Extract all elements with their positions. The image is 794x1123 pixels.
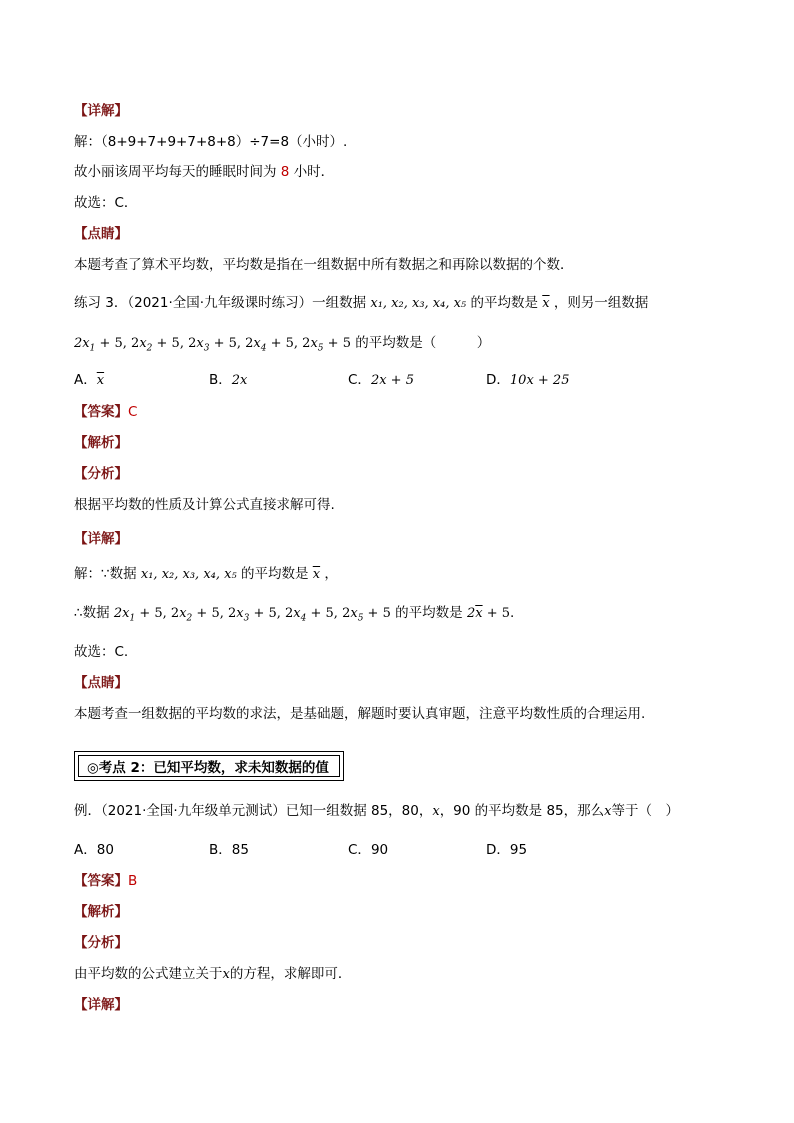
example-fenxi-suffix: 的方程，求解即可．	[229, 966, 352, 982]
option-b[interactable]: B．2x	[209, 372, 248, 388]
conclusion-line	[74, 163, 334, 181]
detail-line-2	[74, 604, 514, 628]
kaodian-title: ◎考点 2：已知平均数，求未知数据的值	[78, 755, 340, 777]
example-analysis-tag: 【解析】	[74, 904, 128, 920]
comment-text: 本题考查了算术平均数，平均数是指在一组数据中所有数据之和再除以数据的个数．	[74, 257, 574, 273]
detail2-mid: 的平均数是	[395, 605, 463, 621]
conclusion-value: 8	[280, 164, 290, 180]
example-option-d[interactable]: D．95	[486, 842, 528, 858]
kaodian-box	[74, 751, 344, 781]
exercise3-choose: 故选：C.	[74, 644, 129, 660]
example-var-2: x	[604, 804, 612, 819]
detail-tag-2: 【详解】	[74, 531, 128, 547]
comment-text-2: 本题考查一组数据的平均数的求法，是基础题，解题时要认真审题，注意平均数性质的合理运用.	[74, 706, 646, 722]
solution-line: 解：（8+9+7+9+7+8+8）÷7=8（小时）.	[74, 134, 348, 150]
exercise3-intro: 练习 3．（2021·全国·九年级课时练习）一组数据	[74, 295, 367, 311]
answer-tag: 【答案】	[74, 404, 128, 420]
mean-symbol: $\overline{x}$	[542, 296, 550, 311]
answer-value: C	[128, 404, 138, 420]
answer-line	[74, 403, 137, 421]
exercise3-line2-end: 的平均数是（ ）	[355, 335, 491, 351]
comment-tag: 【点睛】	[74, 226, 128, 242]
example-answer-line	[74, 872, 137, 890]
detail2-prefix: ∴数据	[74, 605, 110, 621]
example-fenxi-tag: 【分析】	[74, 935, 128, 951]
choose-line: 故选：C．	[74, 195, 138, 211]
detail1-mean-symbol: $\overline{x}$	[312, 567, 321, 582]
comment-tag-2: 【点睛】	[74, 675, 128, 691]
example-var: x	[432, 804, 440, 819]
detail2-end: .	[510, 605, 515, 621]
detail1-end: ，	[324, 566, 338, 582]
exercise3-question	[74, 294, 648, 313]
detail1-prefix: 解：∵数据	[74, 566, 137, 582]
conclusion-suffix: 小时．	[293, 164, 335, 180]
detail2-transformed-expression: $2x_1 + 5$, $2x_2 + 5$, $2x_3 + 5$, $2x_4 + 5$, $2x_5 + 5$	[113, 606, 391, 624]
example-detail-tag: 【详解】	[74, 997, 128, 1013]
exercise3-options	[74, 371, 714, 389]
conclusion-prefix: 故小丽该周平均每天的睡眠时间为	[74, 164, 277, 180]
example-fenxi-prefix: 由平均数的公式建立关于	[74, 966, 223, 982]
fenxi-tag: 【分析】	[74, 466, 128, 482]
exercise3-question-line2	[74, 334, 490, 358]
detail2-result: $2\overline{x} + 5$	[466, 606, 511, 621]
detail-tag: 【详解】	[74, 103, 128, 119]
example-option-a[interactable]: A．80	[74, 842, 114, 858]
option-d[interactable]: D．10x + 25	[486, 372, 570, 388]
example-fenxi-var: x	[222, 967, 230, 982]
example-option-b[interactable]: B．85	[209, 842, 249, 858]
example-option-c[interactable]: C．90	[348, 842, 389, 858]
exercise3-intro-end: ，则另一组数据	[553, 295, 649, 311]
option-c[interactable]: C．2x + 5	[348, 372, 414, 388]
detail1-mid: 的平均数是	[240, 566, 309, 582]
example-intro-end: 等于（ ）	[611, 803, 679, 819]
example-answer-value: B	[128, 873, 138, 889]
example-question	[74, 802, 679, 821]
detail-line-1	[74, 565, 338, 584]
analysis-tag: 【解析】	[74, 435, 128, 451]
data-variables: x₁, x₂, x₃, x₄, x₅	[370, 296, 467, 311]
example-intro: 例．（2021·全国·九年级单元测试）已知一组数据 85，80，	[74, 803, 433, 819]
option-a[interactable]: A．$\overline{x}$	[74, 372, 105, 388]
example-fenxi-line	[74, 965, 351, 984]
exercise3-intro-mid: 的平均数是	[470, 295, 538, 311]
detail1-data-variables: x₁, x₂, x₃, x₄, x₅	[140, 567, 237, 582]
example-answer-tag: 【答案】	[74, 873, 128, 889]
example-intro-mid: ，90 的平均数是 85，那么	[439, 803, 605, 819]
transformed-data-expression: $2x_1 + 5$, $2x_2 + 5$, $2x_3 + 5$, $2x_4 + 5$, $2x_5 + 5$	[74, 336, 351, 354]
example-options	[74, 841, 714, 859]
fenxi-text: 根据平均数的性质及计算公式直接求解可得.	[74, 497, 335, 513]
